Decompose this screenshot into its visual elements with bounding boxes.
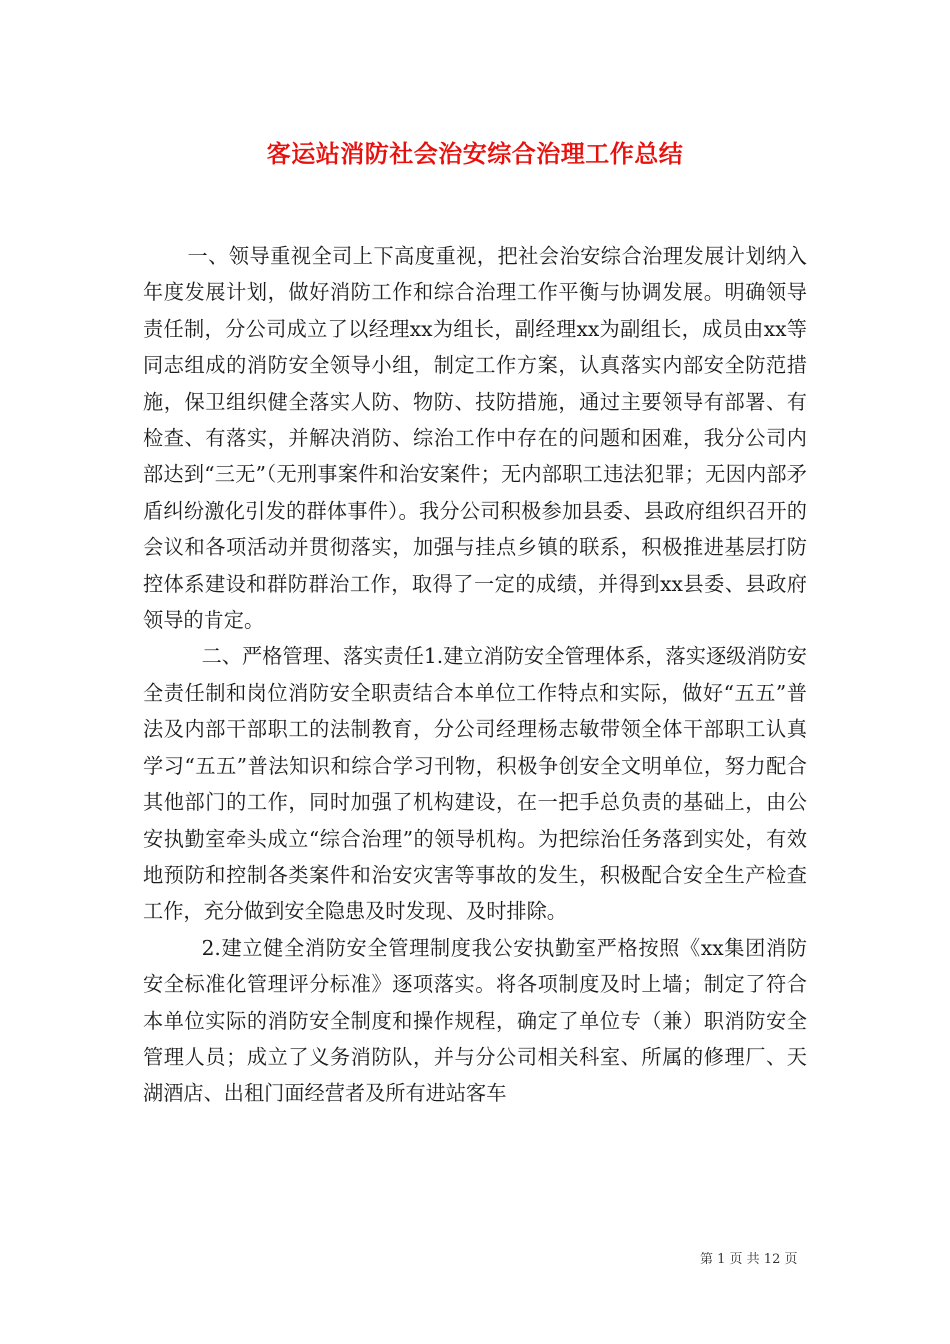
document-title: 客运站消防社会治安综合治理工作总结 [266, 139, 684, 168]
paragraph-3: 2.建立健全消防安全管理制度我公安执勤室严格按照《xx集团消防安全标准化管理评分标准》逐项落实。将各项制度及时上墙；制定了符合本单位实际的消防安全制度和操作规程，确定了单位专（兼）职消防安全管理人员；成立了义务消防队，并与分公司相关科室、所属的修理厂、天湖酒店、出租门面经营者及所有进站客车 [143, 935, 807, 1106]
paragraph-2: 二、严格管理、落实责任1.建立消防安全管理体系，落实逐级消防安全责任制和岗位消防安全职责结合本单位工作特点和实际，做好“五五”普法及内部干部职工的法制教育，分公司经理杨志敏带领全体干部职工认真学习“五五”普法知识和综合学习刊物，积极争创安全文明单位，努力配合其他部门的工作，同时加强了机构建设，在一把手总负责的基础上，由公安执勤室牵头成立“综合治理”的领导机构。为把综治任务落到实处，有效地预防和控制各类案件和治安灾害等事故的发生，积极配合安全生产检查工作，充分做到安全隐患及时发现、及时排除。 [143, 644, 807, 924]
page-number: 第 1 页 共 12 页 [700, 1252, 798, 1267]
paragraph-1: 一、领导重视全司上下高度重视，把社会治安综合治理发展计划纳入年度发展计划，做好消防工作和综合治理工作平衡与协调发展。明确领导责任制，分公司成立了以经理xx为组长，副经理xx为副组长，成员由xx等同志组成的消防安全领导小组，制定工作方案，认真落实内部安全防范措施，保卫组织健全落实人防、物防、技防措施，通过主要领导有部署、有检查、有落实，并解决消防、综治工作中存在的问题和困难，我分公司内部达到“三无”（无刑事案件和治安案件；无内部职工违法犯罪；无因内部矛盾纠纷激化引发的群体事件）。我分公司积极参加县委、县政府组织召开的会议和各项活动并贯彻落实，加强与挂点乡镇的联系，积极推进基层打防控体系建设和群防群治工作，取得了一定的成绩，并得到xx县委、县政府领导的肯定。 [143, 244, 807, 633]
document-body [143, 238, 807, 1112]
